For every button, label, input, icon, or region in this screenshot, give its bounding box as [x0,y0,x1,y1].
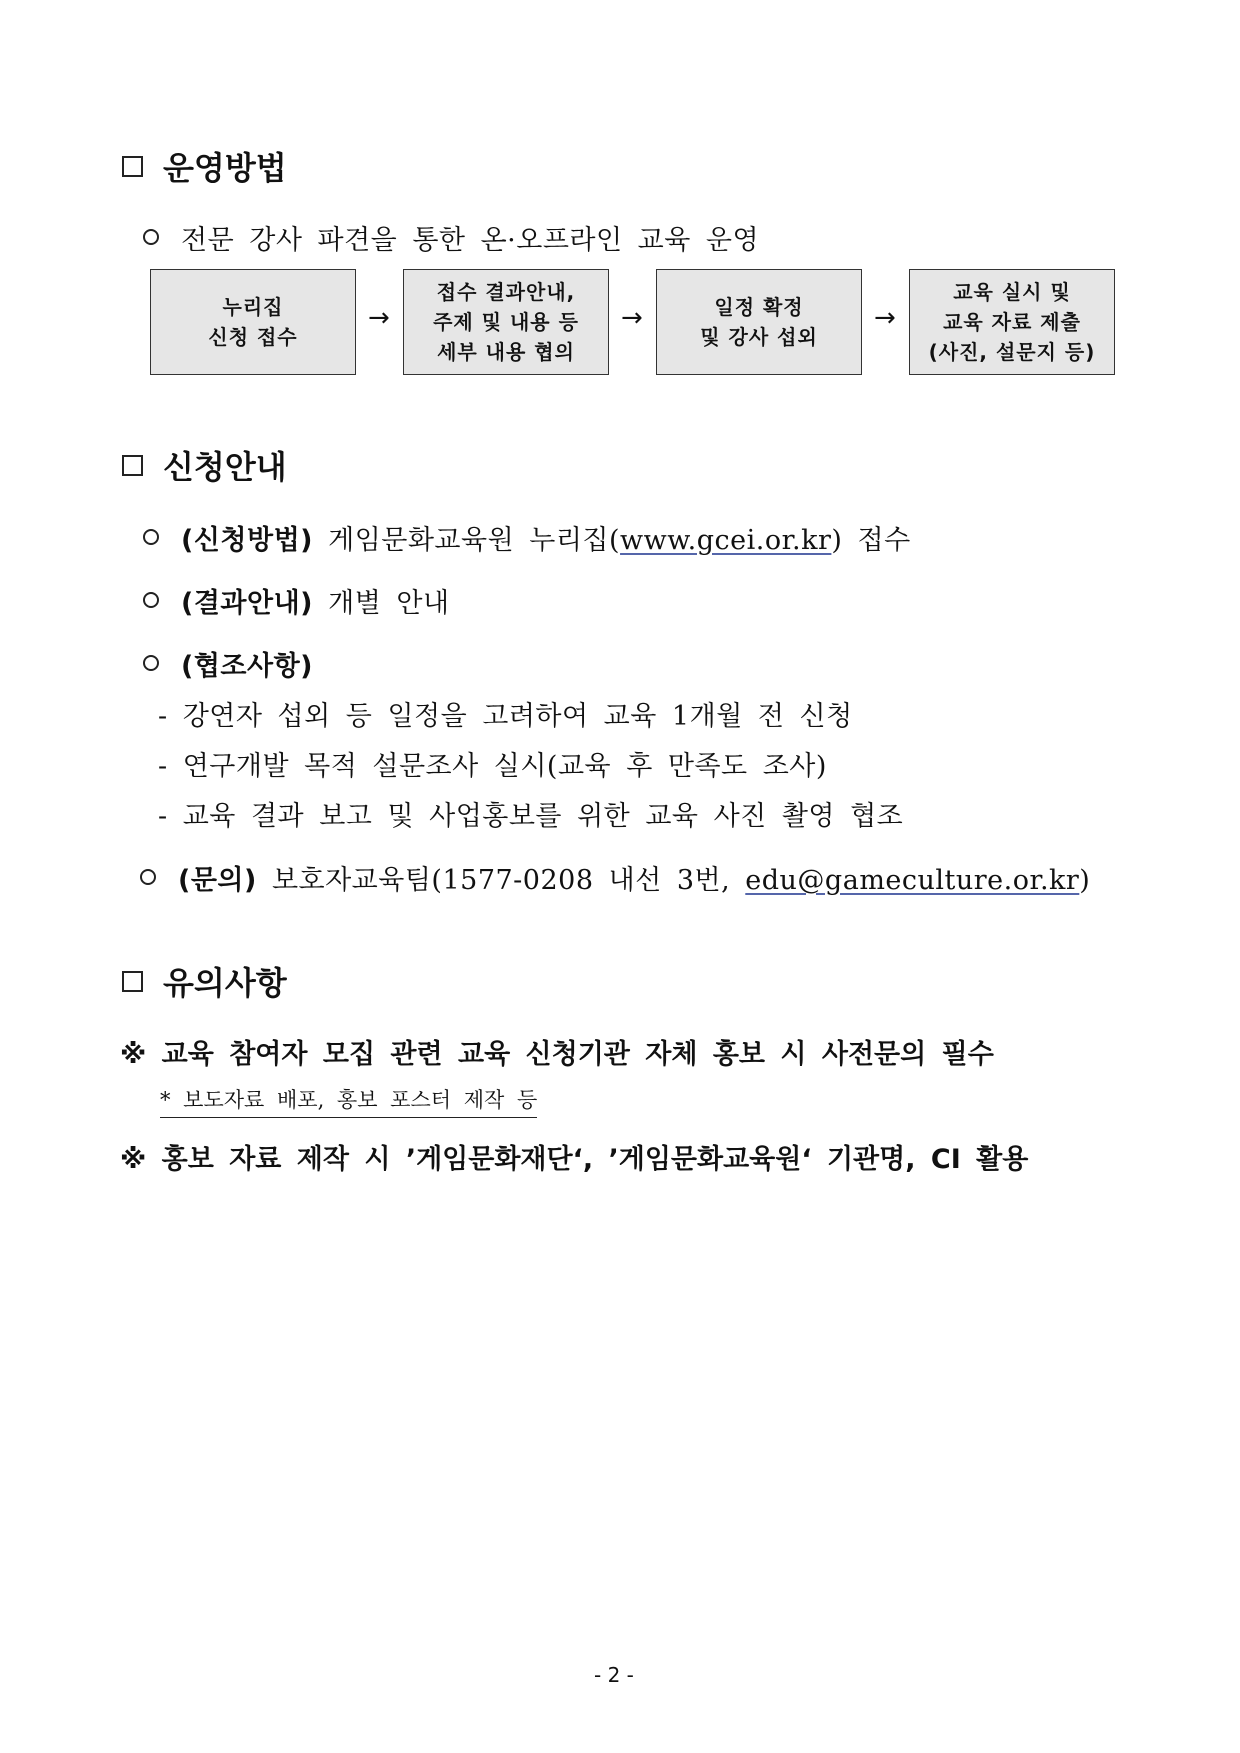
section-heading-notes [122,958,287,1004]
item-text-tail: ) 접수 [831,525,911,556]
circle-bullet-icon [143,229,159,245]
application-method [143,518,911,557]
flow-step-4 [909,269,1115,375]
arrow-right-icon: → [368,303,390,333]
checkbox-square-icon [122,156,143,177]
flow-step-1 [150,269,356,375]
note-1-sub: * 보도자료 배포, 홍보 포스터 제작 등 [160,1084,537,1118]
flow-line: 주제 및 내용 등 [433,310,579,334]
website-link[interactable]: www.gcei.or.kr [620,525,832,556]
note-2: ※ 홍보 자료 제작 시 ’게임문화재단‘, ’게임문화교육원‘ 기관명, CI 활용 [120,1144,1029,1175]
item-label: (신청방법) [181,525,314,556]
arrow-right-icon: → [874,303,896,333]
flow-line: 누리집 [222,295,284,319]
list-item: - 연구개발 목적 설문조사 실시(교육 후 만족도 조사) [158,751,827,782]
item-label: (결과안내) [181,588,314,619]
item-text: 개별 안내 [328,588,450,619]
list-item: - 강연자 섭외 등 일정을 고려하여 교육 1개월 전 신청 [158,701,853,732]
flow-line: (사진, 설문지 등) [928,340,1096,364]
contact-info [140,858,1090,897]
section-title: 신청안내 [163,448,287,486]
flow-step-2 [403,269,609,375]
item-label: (협조사항) [181,651,314,682]
flow-step-3 [656,269,862,375]
cooperation-items [143,644,313,683]
item-text: 게임문화교육원 누리집( [328,525,621,556]
section-heading-operation [122,143,287,189]
item-label: (문의) [178,865,257,896]
flow-line: 교육 실시 및 [953,280,1071,304]
flow-line: 및 강사 섭외 [700,325,818,349]
flow-line: 접수 결과안내, [436,280,576,304]
section-title: 유의사항 [163,964,287,1002]
result-notice [143,581,450,620]
list-item: - 교육 결과 보고 및 사업홍보를 위한 교육 사진 촬영 협조 [158,801,904,832]
bullet-text: 전문 강사 파견을 통한 온·오프라인 교육 운영 [181,225,760,256]
note-1: ※ 교육 참여자 모집 관련 교육 신청기관 자체 홍보 시 사전문의 필수 [120,1039,994,1070]
section-title: 운영방법 [163,149,287,187]
section-heading-application [122,442,287,488]
checkbox-square-icon [122,971,143,992]
checkbox-square-icon [122,455,143,476]
flow-line: 교육 자료 제출 [943,310,1081,334]
flow-line: 세부 내용 협의 [437,340,575,364]
arrow-right-icon: → [621,303,643,333]
circle-bullet-icon [140,869,156,885]
circle-bullet-icon [143,592,159,608]
page-number: - 2 - [594,1663,634,1687]
item-text-tail: ) [1079,865,1091,896]
flow-line: 신청 접수 [208,325,298,349]
circle-bullet-icon [143,655,159,671]
item-text: 보호자교육팀(1577-0208 내선 3번, [271,865,746,896]
email-link[interactable]: edu@gameculture.or.kr [745,865,1080,896]
flow-line: 일정 확정 [714,295,804,319]
circle-bullet-icon [143,529,159,545]
operation-bullet [143,218,759,257]
